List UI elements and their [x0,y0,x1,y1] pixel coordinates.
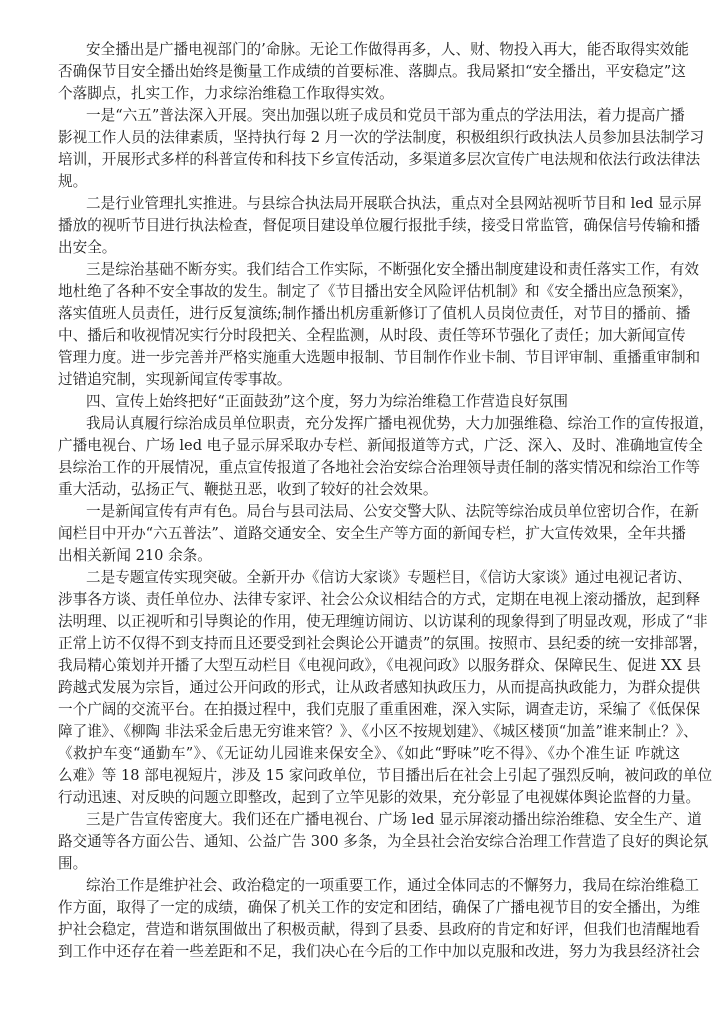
text-line: 我局认真履行综治成员单位职责，充分发挥广播电视优势，大力加强维稳、综治工作的宣传报道， [86,415,714,432]
text-line: 作方面，取得了一定的成绩，确保了机关工作的安定和团结，确保了广播电视节目的安全播出，为维 [58,899,701,916]
text-line: 综治工作是维护社会、政治稳定的一项重要工作，通过全体同志的不懈努力，我局在综治维稳工 [86,877,699,894]
text-line: 县综治工作的开展情况，重点宣传报道了各地社会治安综合治理领导责任制的落实情况和综治工作等 [58,459,701,476]
paragraph [58,809,709,875]
text-line: 培训，开展形式多样的科普宣传和科技下乡宣传活动，多渠道多层次宣传广电法规和依法行政法律法 [58,151,701,168]
text-line: 二是专题宣传实现突破。全新开办《信访大家谈》专题栏目，《信访大家谈》通过电视记者访、 [86,569,692,586]
text-line: 三是综治基础不断夯实。我们结合工作实际，不断强化安全播出制度建设和责任落实工作，有效 [86,261,699,278]
text-line: 落实值班人员责任，进行反复演练;制作播出机房重新修订了值机人员岗位责任，对节目的播前、播 [58,305,691,322]
text-line: 二是行业管理扎实推进。与县综合执法局开展联合执法，重点对全县网站视听节目和 led 显示屏 [86,195,702,212]
text-line: 行动迅速、对反映的问题立即整改，起到了立竿见影的效果，充分彰显了电视媒体舆论监督的力量。 [58,789,701,806]
text-line: 个落脚点，扎实工作，力求综治维稳工作取得实效。 [58,85,394,102]
text-line: 涉事各方谈、责任单位办、法律专家评、社会公众议相结合的方式，定期在电视上滚动播放，起到释 [58,591,701,608]
text-line: 我局精心策划并开播了大型互动栏目《电视问政》，《电视问政》以服务群众、保障民生、促进 XX 县 [58,657,701,674]
text-line: 出相关新闻 210 余条。 [58,547,212,564]
text-line: 中、播后和收视情况实行分时段把关、全程监测，从时段、责任等环节强化了责任；加大新闻宣传 [58,327,686,344]
text-line: 正常上访不仅得不到支持而且还要受到社会舆论公开谴责”的氛围。按照市、县纪委的统一安排部署， [58,635,708,652]
text-line: 护社会稳定，营造和谐氛围做出了积极贡献，得到了县委、县政府的肯定和好评，但我们也清醒地看 [58,921,701,938]
text-line: 一个广阔的交流平台。在拍摄过程中，我们克服了重重困难，深入实际，调查走访，采编了《低保保 [58,701,701,718]
text-line: 路交通等各方面公告、通知、公益广告 300 多条，为全县社会治安综合治理工作营造了良好的舆论氛 [58,833,709,850]
paragraph [58,413,714,501]
text-line: 一是“六五”普法深入开展。突出加强以班子成员和党员干部为重点的学法用法，着力提高广播 [86,107,685,124]
text-line: 《救护车变“通勤车”》、《无证幼儿园谁来保安全》、《如此“野味”吃不得》、《办个准生证 咋就这 [58,745,680,762]
text-line: 广播电视台、广场 led 电子显示屏采取办专栏、新闻报道等方式，广泛、深入、及时、准确地宣传全 [58,437,703,454]
text-line: 规。 [58,173,88,190]
paragraph [58,875,701,963]
text-line: 出安全。 [58,239,117,256]
text-line: 闻栏目中开办“六五普法”、道路交通安全、安全生产等方面的新闻专栏，扩大宣传效果，全年共播 [58,525,686,542]
text-line: 否确保节目安全播出始终是衡量工作成绩的首要标准、落脚点。我局紧扣“安全播出，平安稳定”这 [58,63,686,80]
text-line: 过错追究制，实现新闻宣传零事故。 [58,371,292,388]
text-line: 三是广告宣传密度大。我们还在广播电视台、广场 led 显示屏滚动播出综治维稳、安全生产、道 [86,811,702,828]
text-line: 地杜绝了各种不安全事故的发生。制定了《节目播出安全风险评估机制》和《安全播出应急预案》， [58,283,693,300]
paragraph [58,567,713,809]
paragraph [58,259,701,391]
paragraph [58,501,699,567]
paragraph [58,105,705,193]
text-line: 影视工作人员的法律素质，坚持执行每 2 月一次的学法制度，积极组织行政执法人员参加县法制学习 [58,129,705,146]
text-line: 么难》等 18 部电视短片，涉及 15 家问政单位，节目播出后在社会上引起了强烈反响，被问政的单位 [58,767,713,784]
document-body [58,39,714,963]
text-line: 到工作中还存在着一些差距和不足，我们决心在今后的工作中加以克服和改进，努力为我县经济社会 [58,943,701,960]
text-line: 一是新闻宣传有声有色。局台与县司法局、公安交警大队、法院等综治成员单位密切合作，在新 [86,503,699,520]
paragraph [58,39,689,105]
text-line: 障了谁》、《柳陶 非法采金后患无穷谁来管？》、《小区不按规划建》、《城区楼顶“加盖”谁来制止？》、 [58,723,698,740]
text-line: 围。 [58,855,88,872]
text-line: 播放的视听节目进行执法检查，督促项目建设单位履行报批手续，接受日常监管，确保信号传输和播 [58,217,701,234]
text-line: 重大活动，弘扬正气、鞭挞丑恶，收到了较好的社会效果。 [58,481,438,498]
paragraph [58,193,702,259]
text-line: 四、宣传上始终把好“正面鼓劲”这个度，努力为综治维稳工作营造良好氛围 [86,393,568,410]
section-heading [58,391,680,413]
text-line: 法明理、以正视听和引导舆论的作用，使无理缠访闹访、以访谋利的现象得到了明显改观，形成了“非 [58,613,708,630]
text-line: 安全播出是广播电视部门的’命脉。无论工作做得再多，人、财、物投入再大，能否取得实效能 [86,41,689,58]
text-line: 跨越式发展为宗旨，通过公开问政的形式，让从政者感知执政压力，从而提高执政能力，为群众提供 [58,679,701,696]
text-line: 管理力度。进一步完善并严格实施重大选题申报制、节目制作作业卡制、节目评审制、重播重审制和 [58,349,701,366]
